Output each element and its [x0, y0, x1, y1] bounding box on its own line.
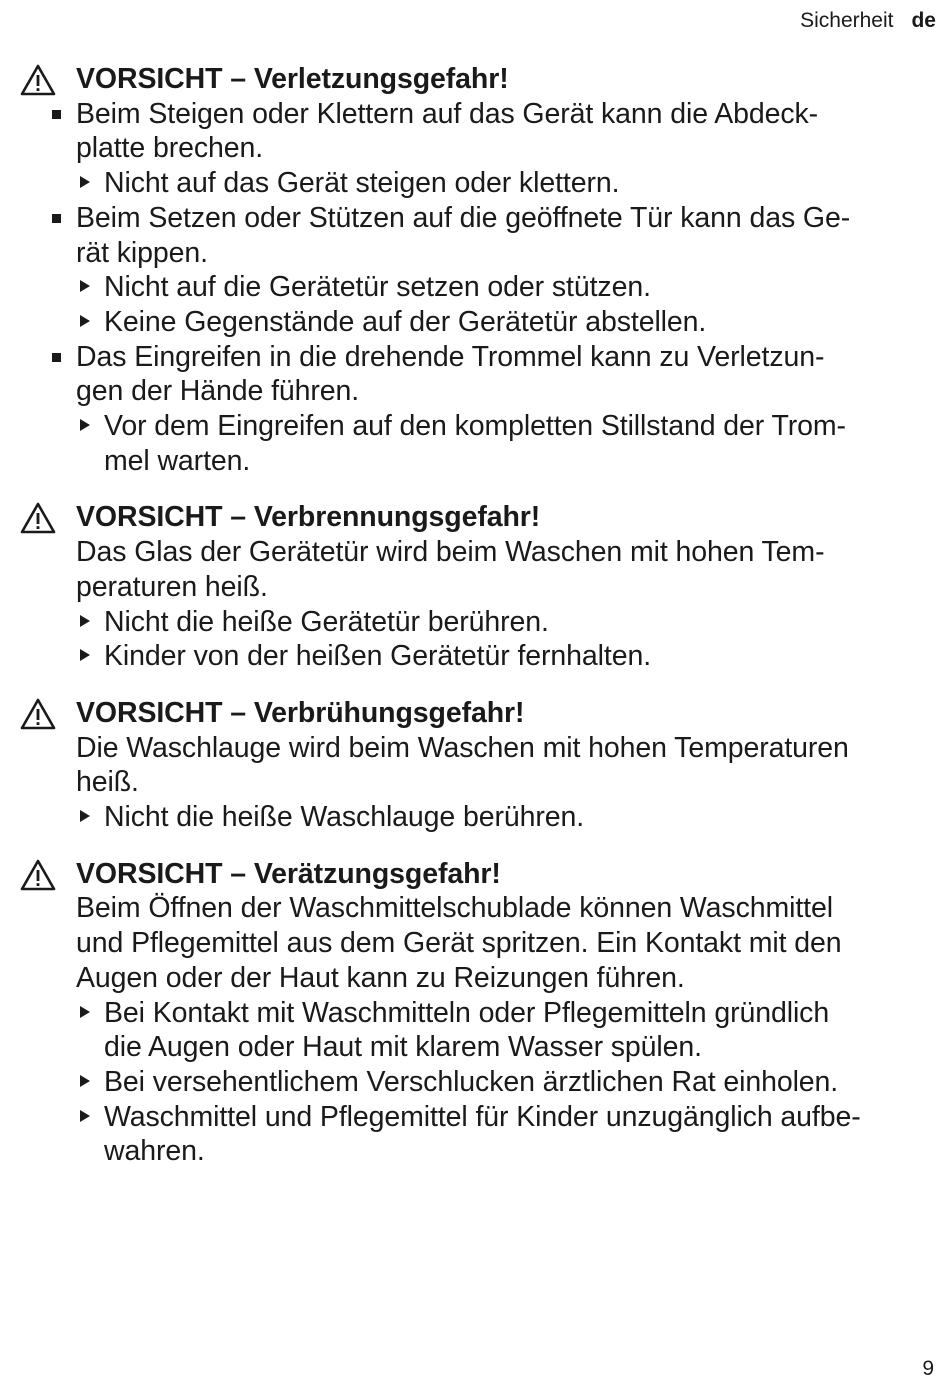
text-line: Bei versehentlichem Verschlucken ärztlichen Rat einholen.: [104, 1065, 839, 1098]
arrow-right-icon: [80, 649, 90, 661]
warning-title: VORSICHT – Verätzungsgefahr!: [76, 857, 501, 890]
action-item: [20, 305, 936, 340]
warning-triangle-icon: [20, 64, 56, 96]
safety-content: [20, 62, 936, 1191]
text-line: rät kippen.: [76, 236, 208, 269]
arrow-right-icon: [80, 176, 90, 188]
bullet-square-icon: [52, 110, 61, 119]
bullet-square-icon: [52, 353, 61, 362]
text-line: Beim Setzen oder Stützen auf die geöffnete Tür kann das Ge-: [76, 201, 851, 234]
action-item: [20, 996, 936, 1065]
text-line: Bei Kontakt mit Waschmitteln oder Pflegemitteln gründlich: [104, 996, 830, 1029]
hazard-item: [20, 97, 936, 166]
warning-corrosion: [20, 857, 936, 1169]
arrow-right-icon: [80, 1075, 90, 1087]
text-line: und Pflegemittel aus dem Gerät spritzen. Ein Kontakt mit den: [76, 927, 842, 960]
text-line: platte brechen.: [76, 132, 264, 165]
text-line: Die Waschlauge wird beim Waschen mit hohen Temperaturen: [76, 731, 849, 764]
arrow-right-icon: [80, 1110, 90, 1122]
arrow-right-icon: [80, 1006, 90, 1018]
warning-text: [20, 891, 936, 995]
text-line: Kinder von der heißen Gerätetür fernhalten.: [104, 640, 652, 673]
text-line: Nicht die heiße Waschlauge berühren.: [104, 801, 585, 834]
action-item: [20, 639, 936, 674]
text-line: die Augen oder Haut mit klarem Wasser spülen.: [104, 1031, 702, 1064]
warning-scald: [20, 696, 936, 835]
text-line: Augen oder der Haut kann zu Reizungen führen.: [76, 961, 685, 994]
language-code: de: [911, 9, 936, 32]
page-number: 9: [922, 1357, 934, 1380]
text-line: mel warten.: [104, 444, 251, 477]
hazard-item: [20, 340, 936, 409]
hazard-item: [20, 201, 936, 270]
warning-heading: [20, 500, 936, 535]
section-title: Sicherheit: [800, 9, 894, 32]
warning-heading: [20, 857, 936, 892]
warning-text: [20, 535, 936, 604]
arrow-right-icon: [80, 280, 90, 292]
text-line: Das Eingreifen in die drehende Trommel kann zu Verletzun-: [76, 340, 825, 373]
text-line: peraturen heiß.: [76, 570, 268, 603]
action-item: [20, 409, 936, 478]
warning-triangle-icon: [20, 698, 56, 730]
warning-title: VORSICHT – Verbrennungsgefahr!: [76, 501, 541, 534]
arrow-right-icon: [80, 419, 90, 431]
bullet-square-icon: [52, 214, 61, 223]
action-item: [20, 1100, 936, 1169]
text-line: wahren.: [104, 1135, 205, 1168]
text-line: Nicht die heiße Gerätetür berühren.: [104, 605, 549, 638]
text-line: Nicht auf das Gerät steigen oder klettern.: [104, 167, 620, 200]
text-line: Nicht auf die Gerätetür setzen oder stützen.: [104, 271, 651, 304]
action-item: [20, 800, 936, 835]
text-line: Das Glas der Gerätetür wird beim Waschen mit hohen Tem-: [76, 536, 825, 569]
action-item: [20, 166, 936, 201]
text-line: Vor dem Eingreifen auf den kompletten Stillstand der Trom-: [104, 410, 846, 443]
warning-title: VORSICHT – Verbrühungsgefahr!: [76, 696, 525, 729]
text-line: heiß.: [76, 766, 139, 799]
arrow-right-icon: [80, 615, 90, 627]
warning-heading: [20, 62, 936, 97]
text-line: Beim Öffnen der Waschmittelschublade können Waschmittel: [76, 892, 833, 925]
arrow-right-icon: [80, 810, 90, 822]
text-line: gen der Hände führen.: [76, 375, 360, 408]
text-line: Beim Steigen oder Klettern auf das Gerät kann die Abdeck-: [76, 97, 819, 130]
warning-heading: [20, 696, 936, 731]
warning-text: [20, 731, 936, 800]
action-item: [20, 1065, 936, 1100]
page-header: [800, 8, 936, 34]
warning-triangle-icon: [20, 502, 56, 534]
arrow-right-icon: [80, 315, 90, 327]
warning-title: VORSICHT – Verletzungsgefahr!: [76, 63, 509, 95]
action-item: [20, 605, 936, 640]
warning-injury: [20, 62, 936, 478]
action-item: [20, 270, 936, 305]
warning-triangle-icon: [20, 859, 56, 891]
text-line: Waschmittel und Pflegemittel für Kinder unzugänglich aufbe-: [104, 1100, 861, 1133]
warning-burn: [20, 500, 936, 674]
text-line: Keine Gegenstände auf der Gerätetür abstellen.: [104, 305, 707, 338]
